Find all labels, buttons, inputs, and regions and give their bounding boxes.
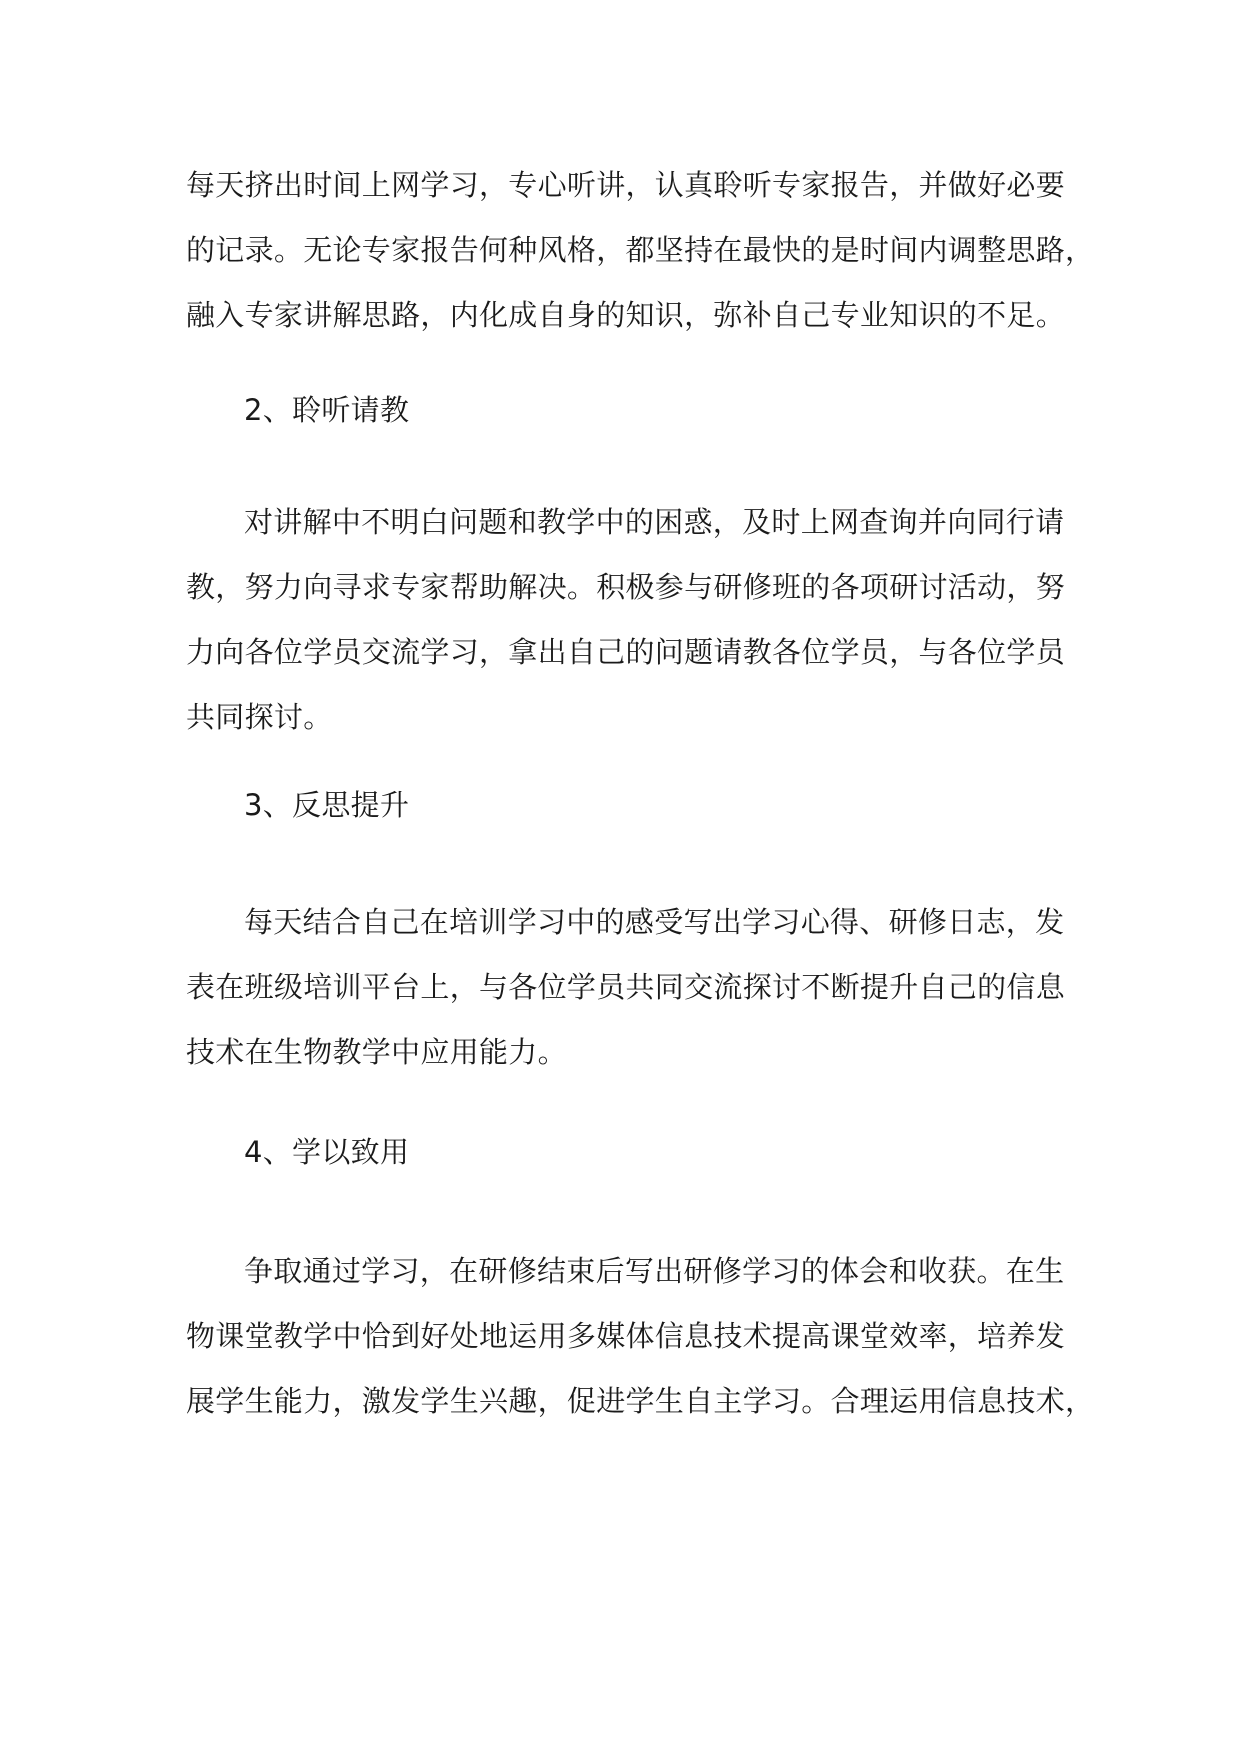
body-paragraph [186, 890, 1066, 1085]
text-line: 每天结合自己在培训学习中的感受写出学习心得、研修日志，发 [244, 905, 1065, 939]
text-line: 共同探讨。 [186, 700, 333, 734]
body-paragraph [186, 1239, 1095, 1434]
text-line: 每天挤出时间上网学习，专心听讲，认真聆听专家报告，并做好必要 [186, 168, 1066, 202]
body-paragraph [186, 153, 1095, 348]
text-line: 力向各位学员交流学习，拿出自己的问题请教各位学员，与各位学员 [186, 635, 1066, 669]
body-paragraph [186, 490, 1066, 750]
text-line: 争取通过学习，在研修结束后写出研修学习的体会和收获。在生 [244, 1254, 1065, 1288]
text-line: 融入专家讲解思路，内化成自身的知识，弥补自己专业知识的不足。 [186, 298, 1066, 332]
text-line: 展学生能力，激发学生兴趣，促进学生自主学习。合理运用信息技术， [186, 1384, 1095, 1418]
text-line: 表在班级培训平台上，与各位学员共同交流探讨不断提升自己的信息 [186, 970, 1066, 1004]
section-heading [186, 378, 1066, 443]
heading-text: 4、学以致用 [244, 1135, 410, 1169]
text-line: 对讲解中不明白问题和教学中的困惑，及时上网查询并向同行请 [244, 505, 1065, 539]
text-line: 的记录。无论专家报告何种风格，都坚持在最快的是时间内调整思路， [186, 233, 1095, 267]
heading-text: 2、聆听请教 [244, 393, 410, 427]
text-line: 技术在生物教学中应用能力。 [186, 1035, 567, 1069]
text-line: 教，努力向寻求专家帮助解决。积极参与研修班的各项研讨活动，努 [186, 570, 1066, 604]
heading-text: 3、反思提升 [244, 788, 410, 822]
text-line: 物课堂教学中恰到好处地运用多媒体信息技术提高课堂效率，培养发 [186, 1319, 1066, 1353]
section-heading [186, 1120, 1066, 1185]
section-heading [186, 773, 1066, 838]
